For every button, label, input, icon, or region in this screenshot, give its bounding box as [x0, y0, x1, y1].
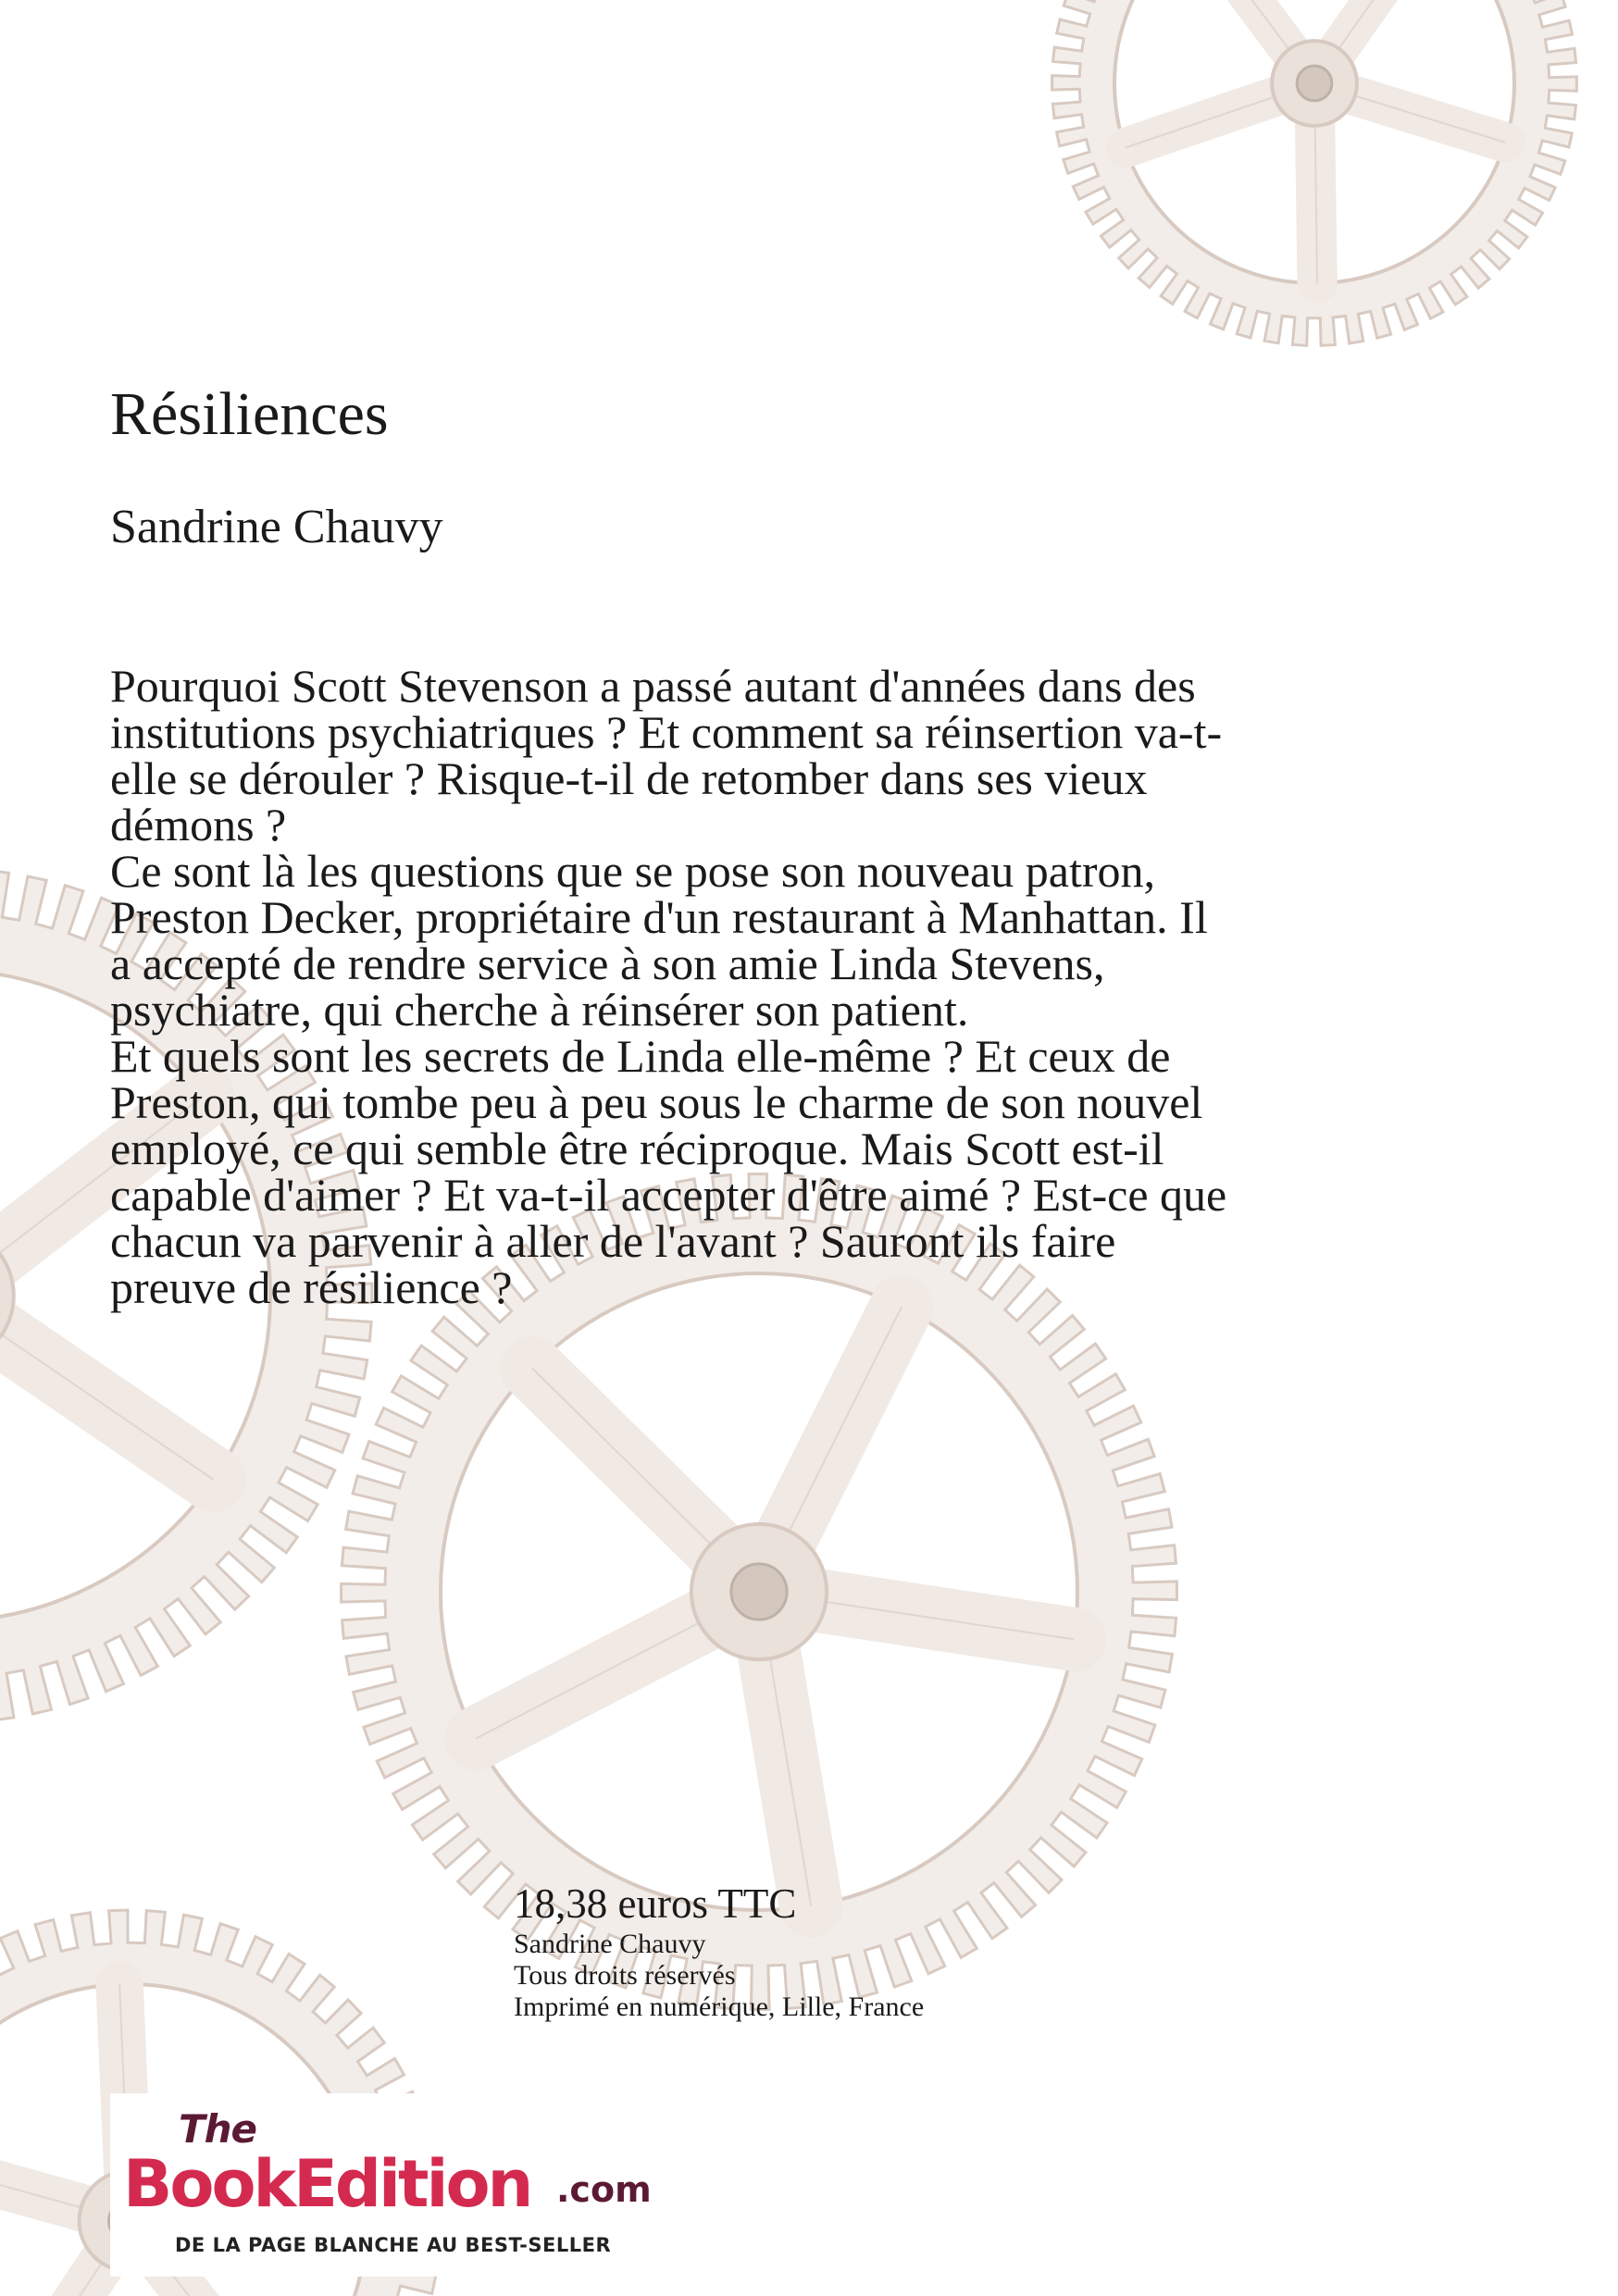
blurb-paragraph: Ce sont là les questions que se pose son nouveau patron, Preston Decker, propriétaire d'un restaurant à Manhattan. Il a accepté de rendre service à son amie Linda Stevens, psychiatre, qui cherche à réinsérer son patient. [110, 845, 1208, 1036]
logo-the: The [179, 2106, 257, 2152]
logo-brand: BookEdition [123, 2146, 531, 2222]
publisher-logo [110, 2093, 671, 2277]
logo-tagline: DE LA PAGE BLANCHE AU BEST-SELLER [175, 2234, 612, 2256]
blurb-paragraph: Et quels sont les secrets de Linda elle-même ? Et ceux de Preston, qui tombe peu à peu sous le charme de son nouvel employé, ce qui semble être réciproque. Mais Scott est-il capable d'aimer ? Et va-t-il accepter d'être aimé ? Est-ce que chacun va parvenir à aller de l'avant ? Sauront ils faire preuve de résilience ? [110, 1030, 1227, 1313]
rights-notice: Tous droits réservés [514, 1960, 736, 1991]
book-title: Résiliences [110, 380, 389, 448]
back-cover-blurb [110, 660, 1239, 1313]
blurb-paragraph: Pourquoi Scott Stevenson a passé autant d'années dans des institutions psychiatriques ? Et comment sa réinsertion va-t-elle se dérouler ? Risque-t-il de retomber dans ses vieux démons ? [110, 660, 1223, 850]
colophon-author: Sandrine Chauvy [514, 1929, 706, 1959]
logo-domain: .com [556, 2169, 652, 2210]
print-notice: Imprimé en numérique, Lille, France [514, 1992, 925, 2022]
book-author: Sandrine Chauvy [110, 501, 443, 553]
colophon [514, 1879, 1162, 2023]
price: 18,38 euros TTC [514, 1880, 797, 1927]
gear-icon [1052, 0, 1577, 345]
